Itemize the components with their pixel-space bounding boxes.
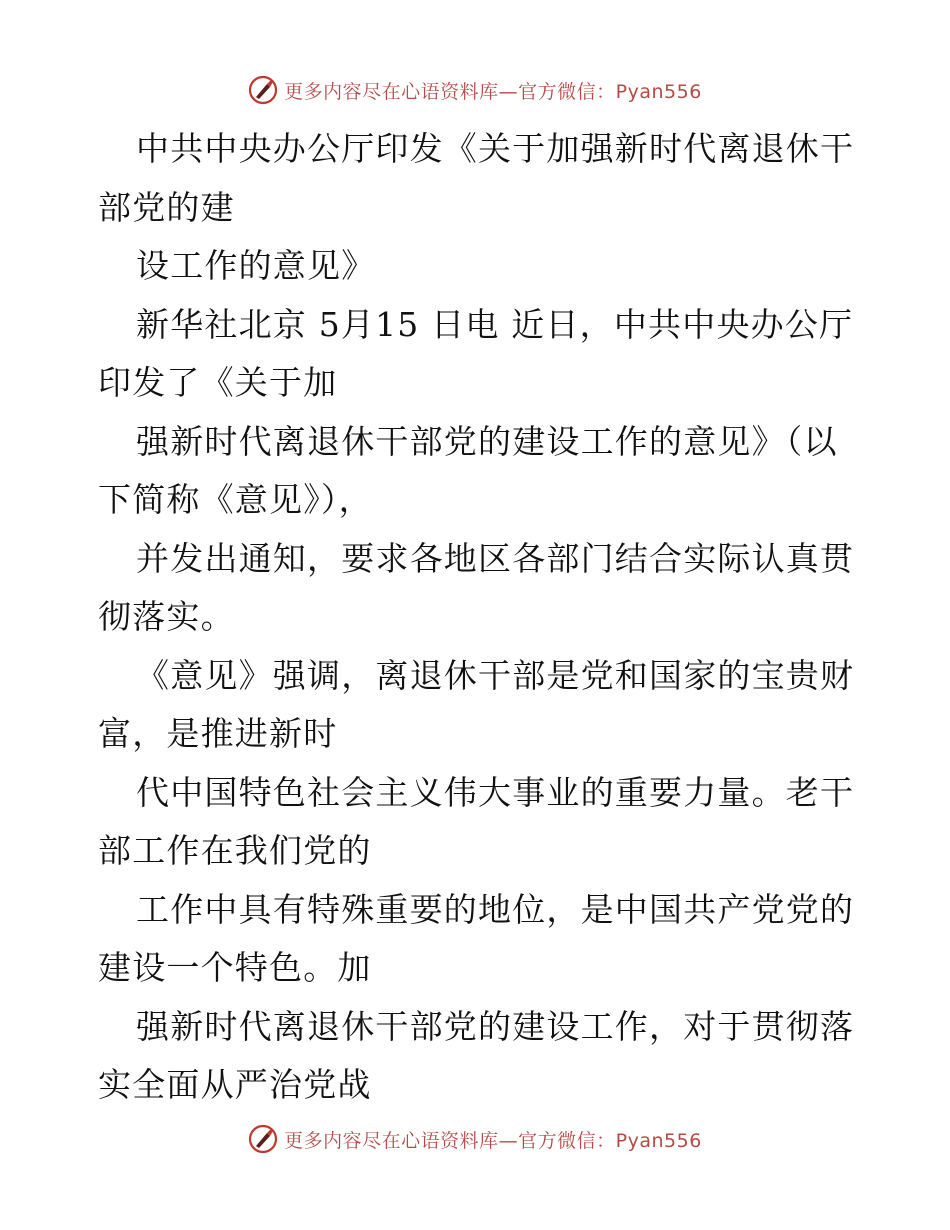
footer-banner-text: 更多内容尽在心语资料库—官方微信：Pyan556 (284, 1129, 702, 1152)
paragraph-strengthen: 强新时代离退休干部党的建设工作，对于贯彻落实全面从严治党战 (98, 1006, 855, 1104)
header-banner (0, 68, 950, 112)
paragraph-title-line-2: 设工作的意见》 (136, 246, 376, 285)
header-banner-text: 更多内容尽在心语资料库—官方微信：Pyan556 (284, 80, 702, 103)
fountain-pen-logo-icon (248, 1124, 278, 1154)
document-body (98, 120, 858, 1115)
paragraph-special-status: 工作中具有特殊重要的地位，是中国共产党党的建设一个特色。加 (98, 889, 855, 987)
paragraph-notice: 并发出通知，要求各地区各部门结合实际认真贯彻落实。 (98, 538, 855, 636)
fountain-pen-logo-icon (248, 75, 278, 105)
paragraph-dateline: 新华社北京 5月15 日电 近日，中共中央办公厅印发了《关于加 (98, 304, 854, 402)
paragraph-emphasis: 《意见》强调，离退休干部是党和国家的宝贵财富，是推进新时 (98, 655, 855, 753)
paragraph-importance: 代中国特色社会主义伟大事业的重要力量。老干部工作在我们党的 (98, 772, 855, 870)
footer-banner (0, 1117, 950, 1161)
paragraph-document-title: 强新时代离退休干部党的建设工作的意见》（以下简称《意见》）， (98, 421, 838, 519)
paragraph-title-line-1: 中共中央办公厅印发《关于加强新时代离退休干部党的建 (98, 129, 855, 227)
